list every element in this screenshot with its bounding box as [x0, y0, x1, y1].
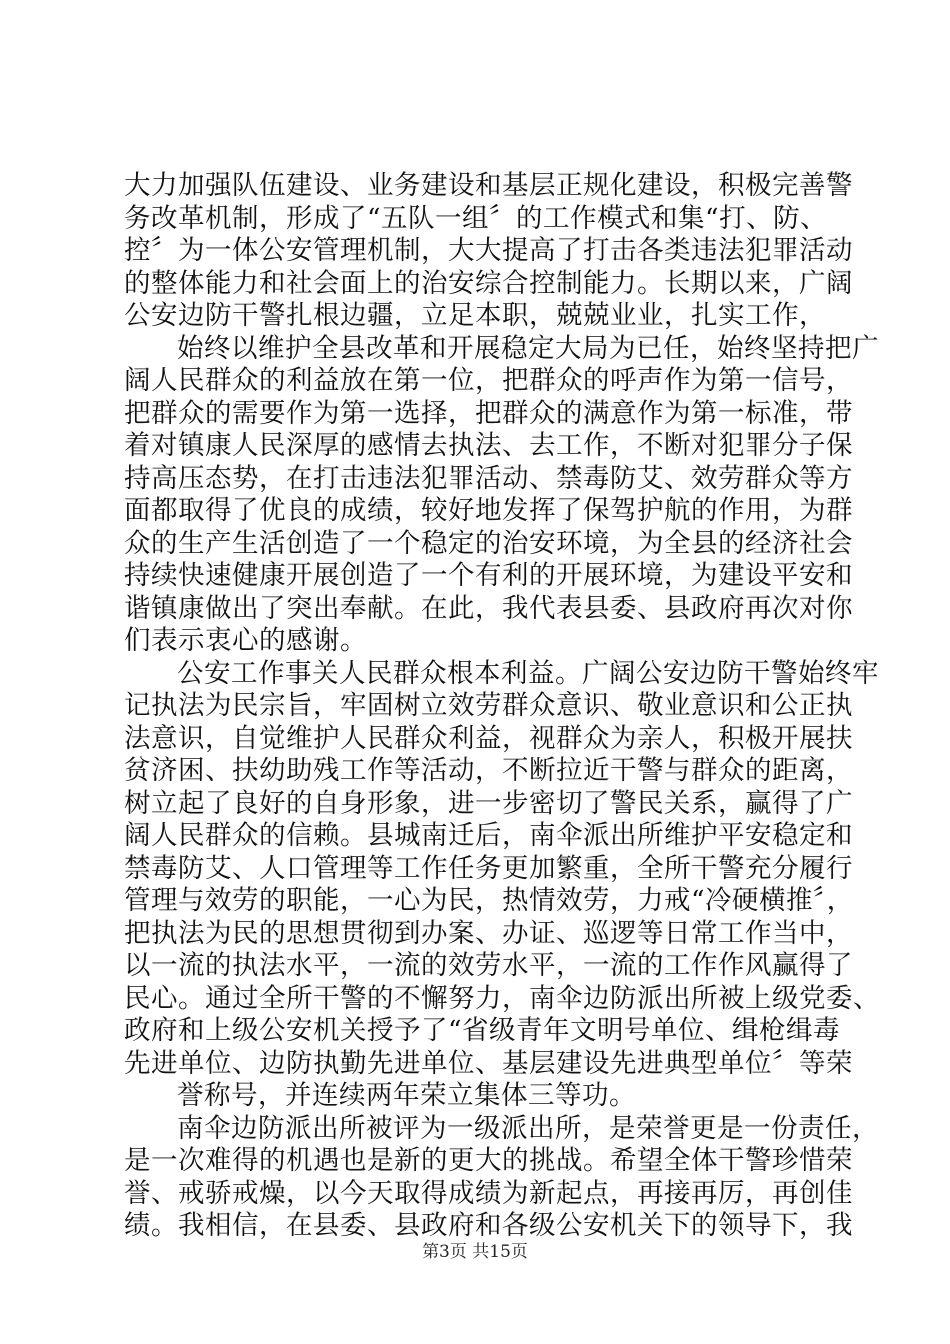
text-line: 阔人民群众的利益放在第一位，把群众的呼声作为第一信号， — [124, 365, 853, 396]
text-line: 是一次难得的机遇也是新的更大的挑战。希望全体干警珍惜荣 — [124, 1145, 853, 1176]
text-line: 大力加强队伍建设、业务建设和基层正规化建设，积极完善警 — [124, 170, 853, 201]
text-line: 政府和上级公安机关授予了“省级青年文明号单位、缉枪缉毒 — [124, 1015, 841, 1046]
page-footer: 第3页 共15页 — [422, 1242, 528, 1262]
text-line: 南伞边防派出所被评为一级派出所，是荣誉更是一份责任， — [177, 1112, 879, 1144]
text-line: 贫济困、扶幼助残工作等活动，不断拉近干警与群众的距离， — [124, 755, 853, 786]
text-line: 民心。通过全所干警的不懈努力，南伞边防派出所被上级党委、 — [124, 982, 880, 1014]
text-line: 阔人民群众的信赖。县城南迁后，南伞派出所维护平安稳定和 — [124, 820, 853, 851]
text-line: 记执法为民宗旨，牢固树立效劳群众意识、敬业意识和公正执 — [124, 690, 853, 721]
text-line: 誉称号，并连续两年荣立集体三等功。 — [177, 1080, 636, 1111]
text-line: 面都取得了优良的成绩，较好地发挥了保驾护航的作用，为群 — [124, 495, 853, 526]
text-line: 树立起了良好的自身形象，进一步密切了警民关系，赢得了广 — [124, 787, 853, 819]
text-line: 们表示衷心的感谢。 — [124, 625, 367, 656]
text-line: 务改革机制，形成了“五队一组〞的工作模式和集“打、防、 — [124, 202, 828, 234]
text-line: 持续快速健康开展创造了一个有利的开展环境，为建设平安和 — [124, 560, 853, 591]
text-line: 公安边防干警扎根边疆，立足本职，兢兢业业，扎实工作， — [124, 300, 826, 331]
text-line: 众的生产生活创造了一个稳定的治安环境，为全县的经济社会 — [124, 527, 853, 559]
body-text — [124, 170, 880, 1243]
text-line: 法意识，自觉维护人民群众利益，视群众为亲人，积极开展扶 — [124, 722, 853, 754]
text-line: 先进单位、边防执勤先进单位、基层建设先进典型单位〞等荣 — [124, 1047, 853, 1079]
text-line: 控〞为一体公安管理机制，大大提高了打击各类违法犯罪活动 — [124, 235, 853, 266]
text-line: 把群众的需要作为第一选择，把群众的满意作为第一标准，带 — [124, 397, 853, 429]
text-line: 着对镇康人民深厚的感情去执法、去工作，不断对犯罪分子保 — [124, 430, 853, 461]
text-line: 绩。我相信，在县委、县政府和各级公安机关下的领导下，我 — [124, 1210, 853, 1241]
text-line: 始终以维护全县改革和开展稳定大局为已任，始终坚持把广 — [177, 332, 879, 364]
text-line: 以一流的执法水平，一流的效劳水平，一流的工作作风赢得了 — [124, 950, 853, 981]
text-line: 谐镇康做出了突出奉献。在此，我代表县委、县政府再次对你 — [124, 592, 853, 624]
text-line: 公安工作事关人民群众根本利益。广阔公安边防干警始终牢 — [177, 657, 879, 689]
text-line: 禁毒防艾、人口管理等工作任务更加繁重，全所干警充分履行 — [124, 852, 853, 884]
text-line: 持高压态势，在打击违法犯罪活动、禁毒防艾、效劳群众等方 — [124, 462, 853, 494]
text-line: 把执法为民的思想贯彻到办案、办证、巡逻等日常工作当中， — [124, 917, 853, 949]
text-line: 管理与效劳的职能，一心为民，热情效劳，力戒“冷硬横推〞， — [124, 885, 854, 916]
text-line: 的整体能力和社会面上的治安综合控制能力。长期以来，广阔 — [124, 267, 853, 299]
text-line: 誉、戒骄戒燥，以今天取得成绩为新起点，再接再厉，再创佳 — [124, 1177, 853, 1209]
